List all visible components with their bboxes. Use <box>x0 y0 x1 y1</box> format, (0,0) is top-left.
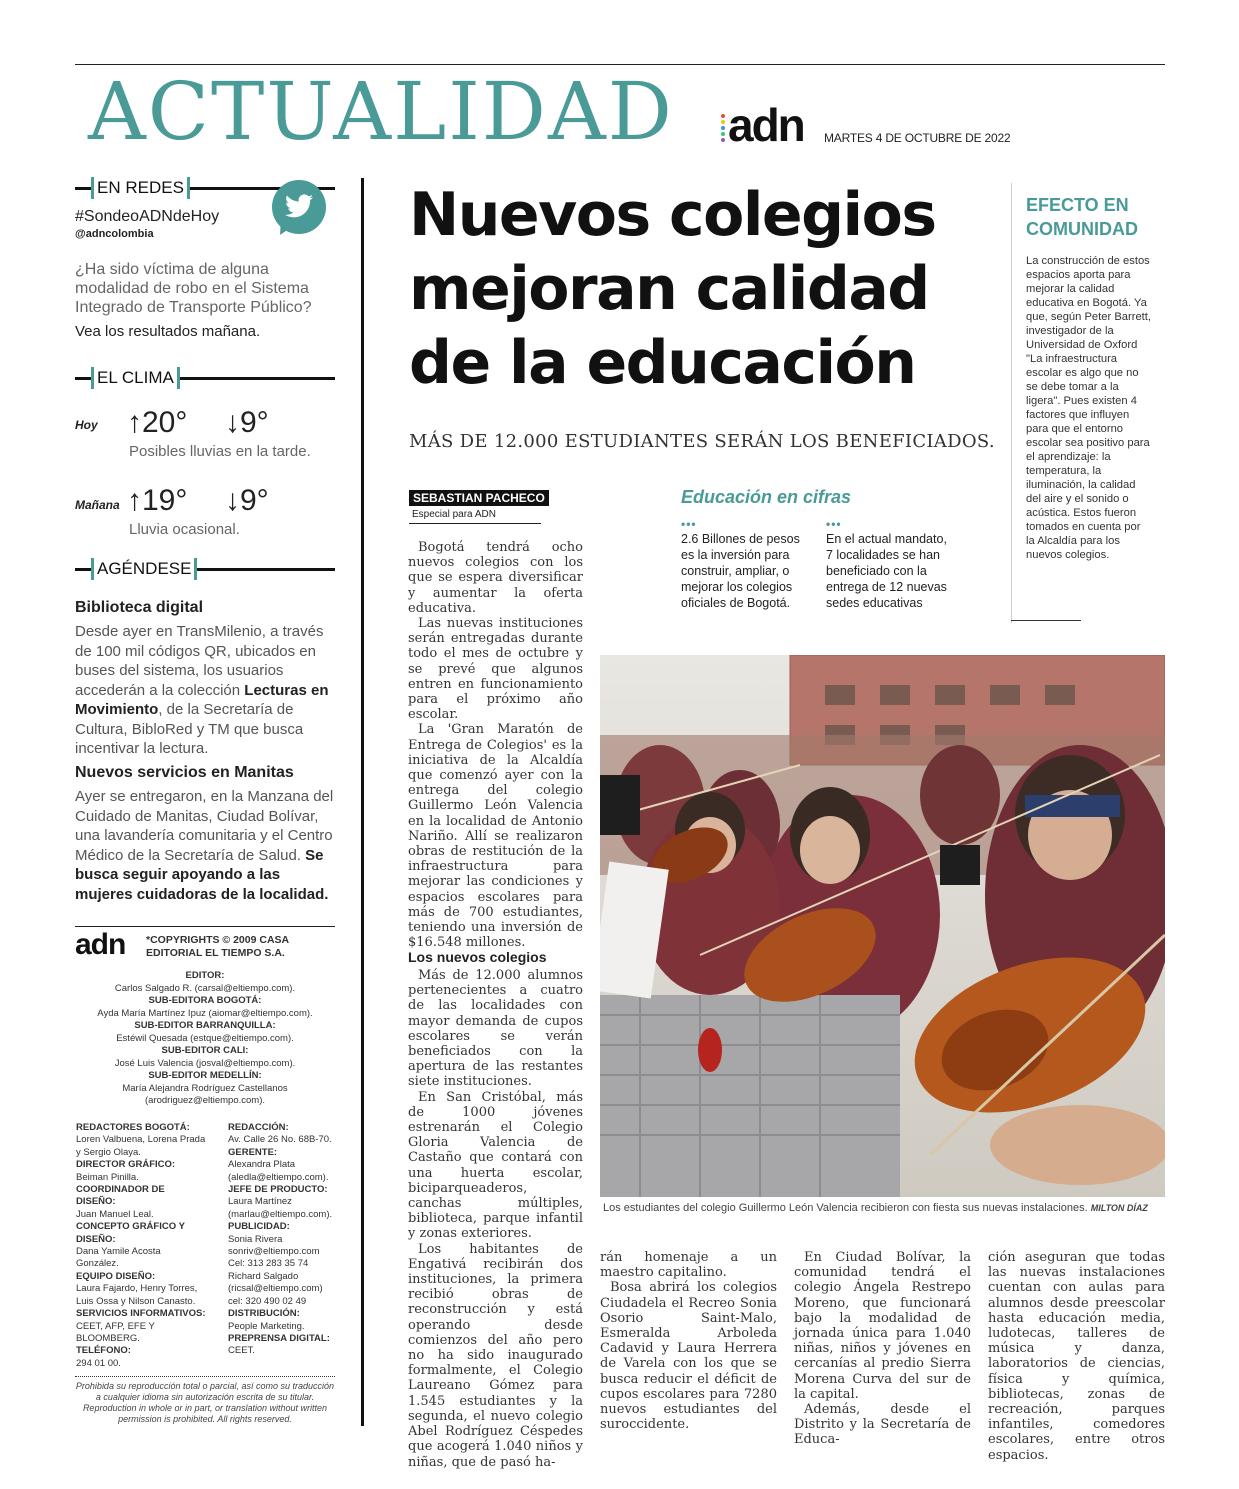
section-title: ACTUALIDAD <box>88 65 674 158</box>
credits-left-column: REDACTORES BOGOTÁ: Loren Valbuena, Lorena Prada y Sergio Olaya. DIRECTOR GRÁFICO: Beiman Pinilla. COORDINADOR DE DISEÑO: Juan Manuel Leal. CONCEPTO GRÁFICO Y DISEÑO: Dana Yamile Acosta González. EQUIPO DISEÑO: Laura Fajardo, Henry Torres, Luis Ossa y Nilson Canasto. SERVICIOS INFORMATIVOS: CEET, AFP, EFE Y BLOOMBERG. TELÉFONO: 294 01 00. <box>76 1122 206 1369</box>
sidebar-end-rule <box>1011 620 1081 621</box>
weather-low-tomorrow: ↓9° <box>225 484 269 517</box>
agenda-title-biblioteca: Biblioteca digital <box>75 599 204 616</box>
credits-rule <box>75 926 335 927</box>
weather-day-tomorrow: Mañana <box>75 498 120 512</box>
credits-brand-logo: adn <box>75 928 126 961</box>
article-subtitle: Los nuevos colegios <box>408 949 547 965</box>
twitter-handle[interactable]: @adncolombia <box>75 228 154 240</box>
weather-high-tomorrow: ↑19° <box>127 484 188 517</box>
article-photo <box>600 655 1165 1197</box>
agenda-title-manitas: Nuevos servicios en Manitas <box>75 764 294 781</box>
byline-rule <box>409 523 541 524</box>
footer-note: Prohibida su reproducción total o parcial, así como su traducción a cualquier idioma sin autorización escrita de su titular. Reproduction in whole or in part, or translation without written permission is prohibited. All rights reserved. <box>75 1381 335 1424</box>
cifra-1: 2.6 Billones de pesos es la inversión para construir, ampliar, o mejorar los colegios oficiales de Bogotá. <box>681 532 800 610</box>
publication-date: MARTES 4 DE OCTUBRE DE 2022 <box>824 131 1011 145</box>
credits-editors: EDITOR: Carlos Salgado R. (carsal@eltiempo.com). SUB-EDITORA BOGOTÁ: Ayda María Martínez Ipuz (aiomar@eltiempo.com). SUB-EDITOR BARRANQUILLA: Estéwil Quesada (estque@eltiempo.com). SUB-EDITOR CALI: José Luis Valencia (josval@eltiempo.com). SUB-EDITOR MEDELLÍN: María Alejandra Rodríguez Castellanos (arodriguez@eltiempo.com). <box>97 970 313 1106</box>
sidebar-title: EFECTO EN COMUNIDAD <box>1026 195 1138 239</box>
subhead: MÁS DE 12.000 ESTUDIANTES SERÁN LOS BENEFICIADOS. <box>409 431 995 452</box>
brand-logo: adn <box>728 99 804 151</box>
tag-agendese: AGÉNDESE <box>75 558 335 580</box>
poll-question: ¿Ha sido víctima de alguna modalidad de robo en el Sistema Integrado de Transporte Público? <box>75 261 312 316</box>
article-column-2: rán homenaje a un maestro capitalino. Bosa abrirá los colegios Ciudadela el Recreo Sonia Osorio Saint-Malo, Esmeralda Arboleda Cadavid y Laura Herrera de Varela con los que se busca reducir el déficit de cupos escolares para 7280 nuevos estudiantes del suroccidente. <box>600 1250 777 1433</box>
author-role: Especial para ADN <box>412 509 496 520</box>
agenda-body-manitas: Ayer se entregaron, en la Manzana del Cuidado de Manitas, Ciudad Bolívar, una lavandería comunitaria y el Centro Médico de la Secretaría de Salud. Se busca seguir apoyando a las mujeres cuidadoras de la localidad. <box>75 788 334 903</box>
tag-en-redes: EN REDES <box>75 177 335 199</box>
article-column-1b: Más de 12.000 alumnos pertenecientes a cuatro de las localidades con mayor demanda de cupos escolares se verán beneficiados con la apertura de las restantes siete instituciones. En San Cristóbal, más de 1000 jóvenes estrenarán el Colegio Gloria Valencia de Castaño que contará con una huerta escolar, biciparqueaderos, canchas múltiples, biblioteca, parque infantil y zonas exteriores. Los habitantes de Engativá recibirán dos instituciones, la primera recibió obras de reconstrucción y está operando desde comienzos del año pero no ha sido inaugurado formalmente, el Colegio Laureano Gómez para 1.545 estudiantes y la segunda, el nuevo colegio Abel Rodríguez Céspedes que acogerá 1.040 niños y niñas, que de pasó ha- <box>408 968 583 1470</box>
weather-high-today: ↑20° <box>127 406 188 439</box>
poll-note: Vea los resultados mañana. <box>75 323 261 340</box>
hashtag[interactable]: #SondeoADNdeHoy <box>75 208 220 225</box>
author: SEBASTIAN PACHECO <box>409 490 549 506</box>
sidebar-rule <box>1011 183 1012 623</box>
headline: Nuevos colegios mejoran calidad de la educación <box>409 180 936 398</box>
photo-caption: Los estudiantes del colegio Guillermo León Valencia recibieron con fiesta sus nuevas instalaciones. MILTON DÍAZ <box>603 1202 1148 1214</box>
credits-right-column: REDACCIÓN: Av. Calle 26 No. 68B-70. GERENTE: Alexandra Plata (aledla@eltiempo.com). JEFE DE PRODUCTO: Laura Martínez (marlau@eltiempo.com). PUBLICIDAD: Sonia Rivera sonriv@eltiempo.com Cel: 313 283 35 74 Richard Salgado (ricsal@eltiempo.com) cel: 320 490 02 49 DISTRIBUCIÓN: People Marketing. PREPRENSA DIGITAL: CEET. <box>228 1122 333 1357</box>
article-column-4: ción aseguran que todas las nuevas instalaciones cuentan con aulas para alumnos desde preescolar hasta educación media, ludotecas, talleres de música y danza, laboratorios de ciencias, física y química, bibliotecas, zonas de recreación, parques infantiles, comedores escolares, entre otros espacios. <box>988 1250 1165 1463</box>
brand-dots-icon <box>721 114 726 144</box>
twitter-icon <box>272 180 326 234</box>
footer-rule <box>75 1376 335 1377</box>
weather-day-today: Hoy <box>75 418 98 432</box>
cifra-dots-1: ••• <box>681 517 697 531</box>
cifra-2: En el actual mandato, 7 localidades se han beneficiado con la entrega de 12 nuevas sedes educativas <box>826 532 947 610</box>
article-column-1: Bogotá tendrá ocho nuevos colegios con los que se espera diversificar y aumentar la oferta educativa. Las nuevas instituciones serán entregadas durante todo el mes de octubre y se prevé que algunos entren en funcionamiento para el próximo año escolar. La 'Gran Maratón de Entrega de Colegios' es la iniciativa de la Alcaldía que comenzó ayer con la entrega del colegio Guillermo León Valencia en la localidad de Antonio Nariño. Allí se realizaron obras de restitución de la infraestructura para mejorar las condiciones y espacios escolares para más de 700 estudiantes, teniendo una inversión de $16.548 millones. <box>408 540 583 951</box>
column-divider <box>361 178 364 1426</box>
cifras-title: Educación en cifras <box>681 487 852 507</box>
weather-desc-today: Posibles lluvias en la tarde. <box>129 443 311 460</box>
weather-low-today: ↓9° <box>225 406 269 439</box>
sidebar-body: La construcción de estos espacios aporta para mejorar la calidad educativa en Bogotá. Ya que, según Peter Barrett, investigador de la Universidad de Oxford "La infraestructura escolar es algo que no se debe tomar a la ligera". Pues existen 4 factores que influyen para que el entorno escolar sea positivo para el aprendizaje: la temperatura, la iluminación, la calidad del aire y el sonido o acústica. Estos fueron tomados en cuenta por la Alcaldía para los nuevos colegios. <box>1026 255 1152 561</box>
weather-desc-tomorrow: Lluvia ocasional. <box>129 521 240 538</box>
article-column-3: En Ciudad Bolívar, la comunidad tendrá el colegio Ángela Restrepo Moreno, que funcionará bajo la modalidad de jornada única para 1.040 niñas, niños y jóvenes en cercanías al predio Sierra Morena Curva del sur de la capital. Además, desde el Distrito y la Secretaría de Educa- <box>794 1250 971 1448</box>
tag-el-clima: EL CLIMA <box>75 367 335 389</box>
cifra-dots-2: ••• <box>826 517 842 531</box>
agenda-body-biblioteca: Desde ayer en TransMilenio, a través de 100 mil códigos QR, ubicados en buses del sistema, los usuarios accederán a la colección Lecturas en Movimiento, de la Secretaría de Cultura, BibloRed y TM que busca incentivar la lectura. <box>75 623 329 757</box>
copyright: *COPYRIGHTS © 2009 CASA EDITORIAL EL TIEMPO S.A. <box>146 934 290 959</box>
